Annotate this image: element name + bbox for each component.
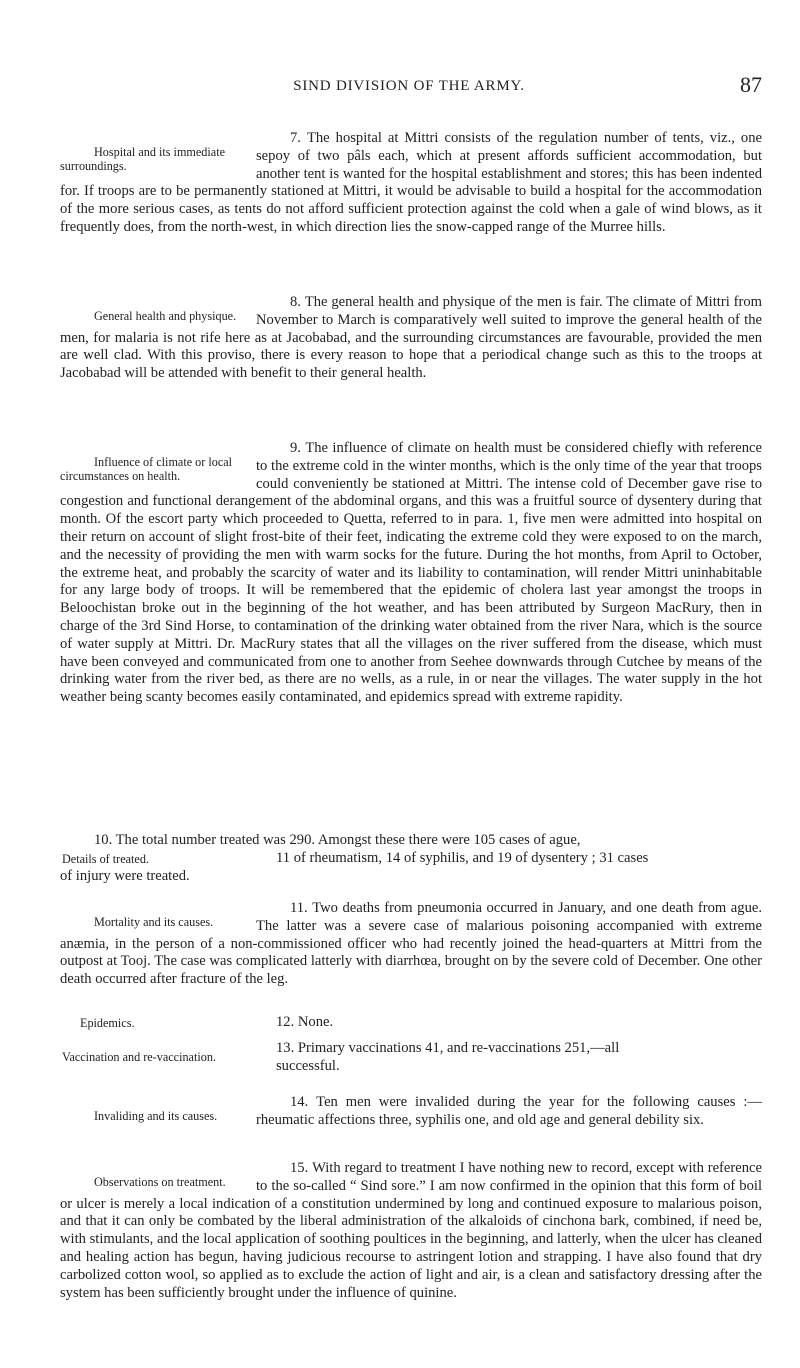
page-number: 87 (740, 72, 762, 97)
running-title: SIND DIVISION OF THE ARMY. (293, 78, 525, 94)
paragraph-text: With regard to treatment I have nothing new to record, except with reference to the so-called “ Sind sore.” I am now confirmed in the opinion that this form of boil or ulcer is merely a local indication of a constitution undermined by long and continued exposure to malarious poison, and that it can only be combated by the liberal administration of the alkaloids of cinchona bark, combined, if need be, with stimulants, and the local application of soothing poultices in the beginning, and latterly, when the ulcer has cleaned and healing action has begun, having judicious recourse to astringent lotion and strapping. I have also found that dry carbolized cotton wool, so applied as to exclude the action of light and air, is a clean and satisfactory dressing after the system has been sufficiently brought under the influence of quinine. (60, 1160, 762, 1301)
paragraph-text: Ten men were invalided during the year for the following causes :—rheumatic affections three, syphilis one, and old age and general debility six. (256, 1094, 762, 1128)
margin-note-details: Details of treated. (62, 852, 149, 866)
paragraph-text: Two deaths from pneumonia occurred in January, and one death from ague. The latter was a severe case of malarious poisoning accompanied with extreme anæmia, in the person of a non-commissioned officer who had recently joined the head-quarters at Mittri from the outpost at Tooj. The case was complicated latterly with diarrhœa, brought on by the severe cold of December. One other death occurred after fracture of the leg. (60, 900, 762, 988)
page-header (56, 72, 762, 108)
paragraph-number: 14. (290, 1094, 309, 1110)
paragraph-number: 15. (290, 1160, 309, 1176)
paragraph-text: The influence of climate on health must be considered chiefly with reference to the extreme cold in the winter months, which is the only time of the year that troops could conveniently be stationed at Mittri. The intense cold of December gave rise to congestion and functional derangement of the abdominal organs, and this was a fruitful source of dysentery during that month. Of the escort party which proceeded to Quetta, referred to in para. 1, five men were admitted into hospital on their return on account of slight frost-bite of their feet, indicating the extreme cold they were exposed to on the march, and the necessity of providing the men with warm socks for the future. During the hot months, from April to October, the extreme heat, and probably the scarcity of water and its liability to contamination, will render Mittri uninhabitable for any large body of troops. It will be remembered that the epidemic of cholera last year amongst the troops in Beloochistan broke out in the beginning of the hot weather, and has been attributed by Surgeon MacRury, then in charge of the 3rd Sind Horse, to contamination of the drinking water obtained from the river Nara, which is the source of water supply at Mittri. Dr. MacRury states that all the villages on the river suffered from the disease, which must have been conveyed and communicated from one to another from Seehee downwards through Cutchee by means of the drinking water from the river bed, as there are no wells, as a rule, in or near the villages. The water supply in the hot weather being scanty becomes easily contaminated, and epidemics spread with extreme rapidity. (60, 440, 762, 706)
paragraph-15 (60, 1160, 762, 1302)
paragraph-8 (60, 294, 762, 383)
margin-note: General health and physique. (94, 309, 237, 323)
margin-note: Observations on treatment. (94, 1175, 226, 1189)
paragraph-text: The general health and physique of the men is fair. The climate of Mittri from November to March is comparatively well suited to improve the general health of the men, for malaria is not rife here as at Jacobabad, and the surrounding circumstances are favourable, provided the men are well clad. With this proviso, there is every reason to hope that a periodical change such as this to the troops at Jacobabad will be attended with benefit to their general health. (60, 294, 762, 382)
paragraph-number: 9. (290, 440, 301, 456)
paragraph-12: 12. None. (276, 1014, 334, 1030)
margin-note-vaccination: Vaccination and re-vaccination. (62, 1050, 216, 1064)
margin-note: Influence of climate or local circumstances on health. (60, 455, 233, 483)
paragraph-number: 7. (290, 130, 301, 146)
paragraph-number: 11. (290, 900, 308, 916)
paragraph-7 (60, 130, 762, 237)
paragraph-text: The hospital at Mittri consists of the regulation number of tents, viz., one sepoy of two pâls each, which at present affords sufficient accommodation, but another tent is wanted for the hospital establishment and stores; this has been indented for. If troops are to be permanently stationed at Mittri, it would be advisable to build a hospital for the accommodation of the more serious cases, as tents do not afford sufficient protection against the cold when a gale of wind blows, as it frequently does, from the north-west, in which direction lies the snow-capped range of the Murree hills. (60, 130, 762, 235)
paragraph-10-line-1: 10. The total number treated was 290. Amongst these there were 105 cases of ague, (94, 832, 581, 848)
paragraph-13-line-1: 13. Primary vaccinations 41, and re-vaccinations 251,—all (276, 1040, 620, 1056)
margin-note: Hospital and its immediate surroundings. (60, 145, 225, 173)
paragraph-9 (60, 440, 762, 707)
margin-note-epidemics: Epidemics. (80, 1016, 135, 1030)
paragraph-11 (60, 900, 762, 989)
paragraph-14 (60, 1094, 762, 1130)
paragraph-13-line-2: successful. (276, 1058, 340, 1074)
paragraph-number: 8. (290, 294, 301, 310)
margin-note: Mortality and its causes. (94, 915, 214, 929)
paragraph-10-line-3: of injury were treated. (60, 868, 190, 884)
margin-note: Invaliding and its causes. (94, 1109, 218, 1123)
paragraph-10-line-2: 11 of rheumatism, 14 of syphilis, and 19 of dysentery ; 31 cases (276, 850, 649, 866)
